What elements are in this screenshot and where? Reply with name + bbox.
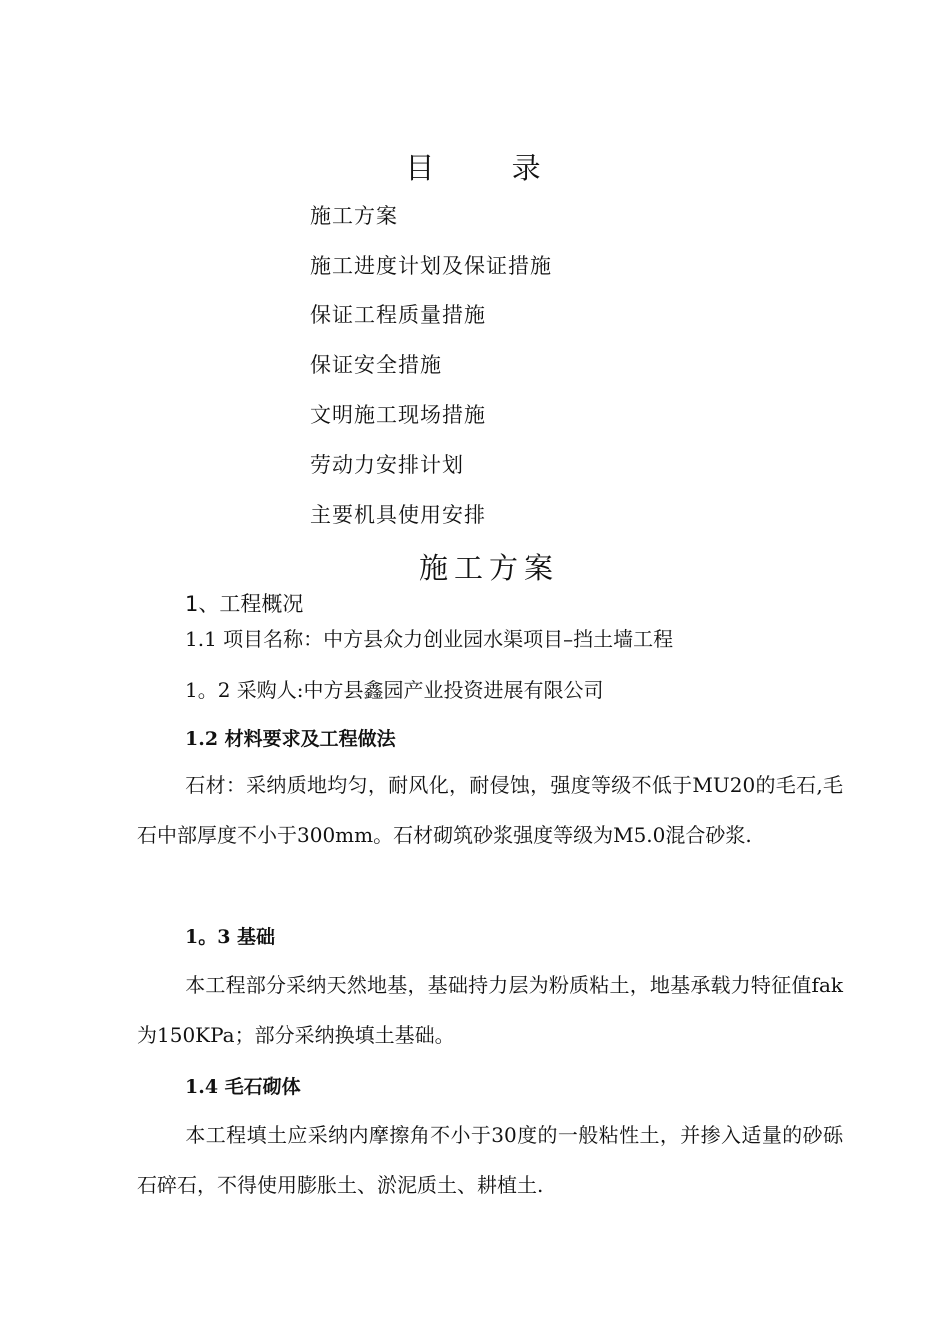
project-name-line: 1.1 项目名称：中方县众力创业园水渠项目–挡土墙工程 (185, 627, 674, 651)
heading-materials: 1.2 材料要求及工程做法 (185, 728, 396, 750)
toc-title: 目 录 (405, 151, 575, 185)
purchaser-line: 1。2 采购人:中方县鑫园产业投资进展有限公司 (185, 678, 604, 702)
paragraph-stone-material: 石材：采纳质地均匀，耐风化，耐侵蚀，强度等级不低于MU20的毛石,毛石中部厚度不小于300mm。石材砌筑砂浆强度等级为M5.0混合砂浆. (137, 773, 843, 847)
section-title: 施工方案 (418, 551, 559, 585)
toc-item-safety: 保证安全措施 (310, 353, 442, 377)
toc-item-quality: 保证工程质量措施 (310, 303, 486, 327)
heading-foundation: 1。3 基础 (185, 926, 276, 948)
heading-masonry: 1.4 毛石砌体 (185, 1076, 301, 1098)
heading-project-overview: 1、工程概况 (185, 592, 304, 616)
toc-item-machinery: 主要机具使用安排 (310, 503, 486, 527)
toc-item-construction-plan: 施工方案 (310, 204, 398, 228)
paragraph-masonry: 本工程填土应采纳内摩擦角不小于30度的一般粘性土，并掺入适量的砂砾石碎石，不得使用膨胀土、淤泥质土、耕植土. (137, 1123, 843, 1197)
toc-item-schedule: 施工进度计划及保证措施 (310, 254, 552, 278)
toc-item-labor: 劳动力安排计划 (310, 453, 464, 477)
paragraph-foundation: 本工程部分采纳天然地基，基础持力层为粉质粘土，地基承载力特征值fak为150KPa；部分采纳换填土基础。 (137, 973, 843, 1047)
toc-item-civilized-site: 文明施工现场措施 (310, 403, 486, 427)
